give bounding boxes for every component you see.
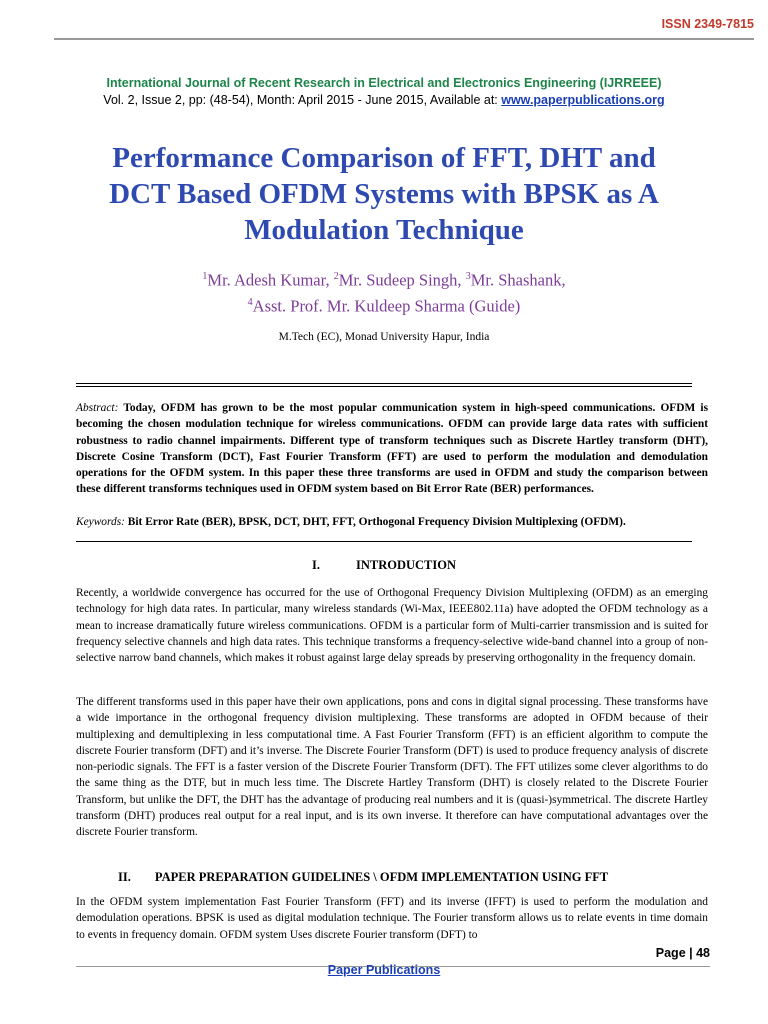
page-number: Page | 48 <box>655 946 710 960</box>
title-line-1: Performance Comparison of FFT, DHT and <box>112 142 656 174</box>
section-heading-implementation <box>118 870 608 885</box>
issn-label: ISSN 2349-7815 <box>661 17 754 31</box>
keywords-label: Keywords: <box>76 516 125 528</box>
paper-title <box>40 140 728 248</box>
journal-name: International Journal of Recent Research in Electrical and Electronics Engineering (IJRREEE) <box>106 76 662 90</box>
author-2-index: 2 <box>333 271 339 282</box>
author-1: Mr. Adesh Kumar, <box>207 270 334 290</box>
intro-paragraph-1: Recently, a worldwide convergence has occurred for the use of Orthogonal Frequency Division Multiplexing (OFDM) as an emerging technology for high data rates. In particular, many wireless standards (Wi-Max, IEEE802.11a) have adopted the OFDM technology as a mean to increase dramatically future wireless communications. OFDM is a particular form of Multi-carrier transmission and is suited for frequency selective channels and high data rates. This technique transforms a frequency-selective wide-band channel into a group of non-selective narrow band channels, which makes it robust against large delay spreads by preserving orthogonality in the frequency domain. <box>76 587 708 665</box>
author-3-index: 3 <box>465 271 471 282</box>
author-list <box>0 266 768 317</box>
keywords <box>76 516 708 528</box>
abstract-top-rule <box>76 383 692 384</box>
abstract-top-rule-2 <box>76 386 692 387</box>
author-1-index: 1 <box>202 271 208 282</box>
intro-paragraph-2: The different transforms used in this paper have their own applications, pons and cons in digital signal processing. These transforms have a wide importance in the orthogonal frequency division multiplexing. These transforms are adopted in OFDM because of their multiplexing and demultiplexing in less computational time. A Fast Fourier Transform (FFT) is an efficient algorithm to compute the discrete Fourier transform (DFT) and it’s inverse. The Discrete Fourier Transform (DFT) is used to produce frequency analysis of discrete non-periodic signals. The FFT is a faster version of the Discrete Fourier Transform (DFT). The FFT utilizes some clever algorithms to do the same thing as the DTF, but in much less time. The Discrete Hartley Transform (DHT) is closely related to the Discrete Fourier Transform, but unlike the DFT, the DHT has the advantage of producing real numbers and it is (quasi-)symmetrical. The discrete Hartley transform (DHT) produces real output for a real input, and is its own inverse. It therefore can have computational advantages over the discrete Fourier transform. <box>76 696 708 839</box>
section-2-paragraph-1: In the OFDM system implementation Fast Fourier Transform (FFT) and its inverse (IFFT) is used to perform the modulation and demodulation operations. BPSK is used as digital modulation technique. The Fourier transform allows us to relate events in time domain to events in frequency domain. OFDM system Uses discrete Fourier transform (DFT) to <box>76 896 708 941</box>
section-heading-introduction <box>0 558 768 573</box>
affiliation: M.Tech (EC), Monad University Hapur, India <box>278 331 490 343</box>
title-line-3: Modulation Technique <box>244 214 524 246</box>
header-divider <box>54 38 754 40</box>
keywords-text: Bit Error Rate (BER), BPSK, DCT, DHT, FFT, Orthogonal Frequency Division Multiplexing (OFDM). <box>124 516 626 528</box>
author-4: Asst. Prof. Mr. Kuldeep Sharma (Guide) <box>252 296 521 315</box>
author-2: Mr. Sudeep Singh, <box>338 270 466 290</box>
section-1-title: INTRODUCTION <box>355 558 456 572</box>
abstract-label: Abstract: <box>76 402 119 414</box>
title-line-2: DCT Based OFDM Systems with BPSK as A <box>109 178 659 210</box>
author-3: Mr. Shashank, <box>470 270 566 290</box>
publisher-link[interactable]: Paper Publications <box>327 963 441 977</box>
volume-info <box>0 93 768 107</box>
author-4-index: 4 <box>247 296 253 308</box>
section-2-number: II. <box>118 870 131 884</box>
section-2-title: PAPER PREPARATION GUIDELINES \ OFDM IMPLEMENTATION USING FFT <box>154 870 609 884</box>
volume-text: Vol. 2, Issue 2, pp: (48-54), Month: April 2015 - June 2015, Available at: <box>103 93 502 107</box>
journal-url-link[interactable]: www.paperpublications.org <box>501 93 665 107</box>
abstract-text: Today, OFDM has grown to be the most popular communication system in high-speed communications. OFDM is becoming the chosen modulation technique for wireless communications. OFDM can provide large data rates with sufficient robustness to radio channel impairments. Different type of transform techniques such as Discrete Hartley transform (DHT), Discrete Cosine Transform (DCT), Fast Fourier Transform (FFT) are used to perform the modulation and demodulation operations for the OFDM system. In this paper these three transforms are used in OFDM and study the comparison between these different transforms techniques used in OFDM system based on Bit Error Rate (BER) performances. <box>76 402 708 496</box>
abstract-bottom-rule <box>76 541 692 542</box>
section-1-number: I. <box>311 558 320 572</box>
abstract <box>76 400 708 498</box>
